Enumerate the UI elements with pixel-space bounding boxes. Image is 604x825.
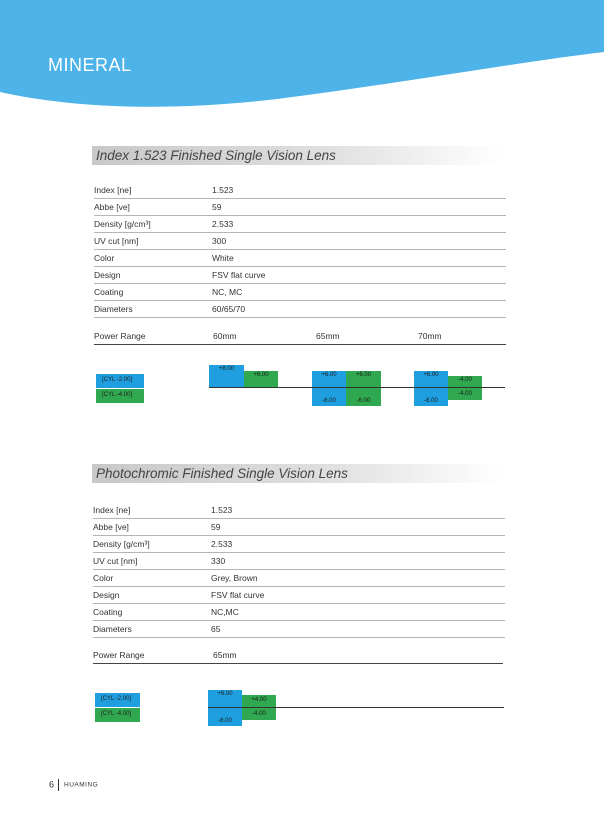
spec-row <box>93 553 505 570</box>
footer <box>49 779 98 791</box>
spec-value: NC, MC <box>212 287 243 297</box>
spec-value: 59 <box>211 522 221 532</box>
spec-label: Index [ne] <box>94 185 132 195</box>
section1-power-range-row <box>94 331 506 345</box>
spec-label: Design <box>93 590 120 600</box>
spec-value: 2.533 <box>212 219 234 229</box>
range-block-cyl-4-minus: -4.00 <box>242 708 276 720</box>
range-block-cyl-2-plus: +6.00 <box>312 371 346 387</box>
power-range-label: Power Range <box>93 650 145 660</box>
spec-row <box>94 284 506 301</box>
power-range-column: 70mm <box>418 331 442 341</box>
spec-label: Diameters <box>94 304 133 314</box>
spec-label: Coating <box>93 607 123 617</box>
section2-title: Photochromic Finished Single Vision Lens <box>92 464 502 483</box>
spec-label: Index [ne] <box>93 505 131 515</box>
section1-title: Index 1.523 Finished Single Vision Lens <box>92 146 502 165</box>
range-block-cyl-4-plus: +6.00 <box>346 371 381 387</box>
spec-value: 1.523 <box>211 505 233 515</box>
header-banner <box>0 0 604 120</box>
spec-value: 1.523 <box>212 185 234 195</box>
power-range-label: Power Range <box>94 331 146 341</box>
footer-brand: HUAMING <box>64 781 99 789</box>
spec-row <box>93 587 505 604</box>
spec-row <box>94 199 506 216</box>
legend-cyl-2: [CYL -2.00] <box>95 693 140 707</box>
spec-row <box>93 536 505 553</box>
range-block-cyl-4-plus: -4.00 <box>448 376 482 387</box>
spec-label: UV cut [nm] <box>94 236 139 246</box>
spec-label: Abbe [ve] <box>94 202 130 212</box>
spec-row <box>93 502 505 519</box>
legend-cyl-4: [CYL -4.00] <box>95 708 140 722</box>
range-block-cyl-4-minus: -4.00 <box>448 388 482 400</box>
spec-row <box>93 604 505 621</box>
spec-value: 330 <box>211 556 226 566</box>
spec-label: Color <box>94 253 115 263</box>
spec-label: Abbe [ve] <box>93 522 129 532</box>
power-range-column: 65mm <box>316 331 340 341</box>
spec-label: UV cut [nm] <box>93 556 138 566</box>
spec-label: Density [g/cm³] <box>93 539 150 549</box>
spec-row <box>94 301 506 318</box>
spec-row <box>93 570 505 587</box>
page-number: 6 <box>49 779 55 790</box>
spec-label: Coating <box>94 287 124 297</box>
spec-value: NC,MC <box>211 607 239 617</box>
section1-spec-table <box>94 182 506 318</box>
footer-divider <box>58 779 59 791</box>
range-block-cyl-2-plus: +6.00 <box>208 690 242 707</box>
spec-value: 2.533 <box>211 539 233 549</box>
power-range-column: 60mm <box>213 331 237 341</box>
section2-spec-table <box>93 502 505 638</box>
spec-value: 65 <box>211 624 221 634</box>
spec-value: 300 <box>212 236 227 246</box>
spec-row <box>94 267 506 284</box>
spec-value: FSV flat curve <box>212 270 266 280</box>
range-block-cyl-4-minus: -6.00 <box>346 388 381 406</box>
range-block-cyl-2-minus: -6.00 <box>312 388 346 406</box>
range-block-cyl-2-plus: +8.00 <box>209 365 244 387</box>
legend-cyl-2: [CYL -2.00] <box>96 374 144 388</box>
range-block-cyl-2-minus: -6.00 <box>208 708 242 726</box>
spec-label: Density [g/cm³] <box>94 219 151 229</box>
spec-label: Design <box>94 270 121 280</box>
range-block-cyl-2-minus: -6.00 <box>414 388 448 406</box>
spec-row <box>94 233 506 250</box>
spec-value: Grey, Brown <box>211 573 258 583</box>
spec-value: White <box>212 253 234 263</box>
spec-row <box>93 621 505 638</box>
header-title: MINERAL <box>48 55 132 75</box>
spec-label: Color <box>93 573 114 583</box>
power-range-column: 65mm <box>213 650 237 660</box>
range-block-cyl-2-plus: +6.00 <box>414 371 448 387</box>
spec-value: 60/65/70 <box>212 304 246 314</box>
spec-row <box>94 250 506 267</box>
spec-row <box>94 182 506 199</box>
spec-row <box>94 216 506 233</box>
legend-cyl-4: [CYL -4.00] <box>96 389 144 403</box>
spec-value: 59 <box>212 202 222 212</box>
range-block-cyl-4-plus: +6.00 <box>244 371 278 387</box>
spec-label: Diameters <box>93 624 132 634</box>
section2-power-range-row <box>93 650 503 664</box>
range-block-cyl-4-plus: +4.00 <box>242 695 276 707</box>
spec-value: FSV flat curve <box>211 590 265 600</box>
spec-row <box>93 519 505 536</box>
